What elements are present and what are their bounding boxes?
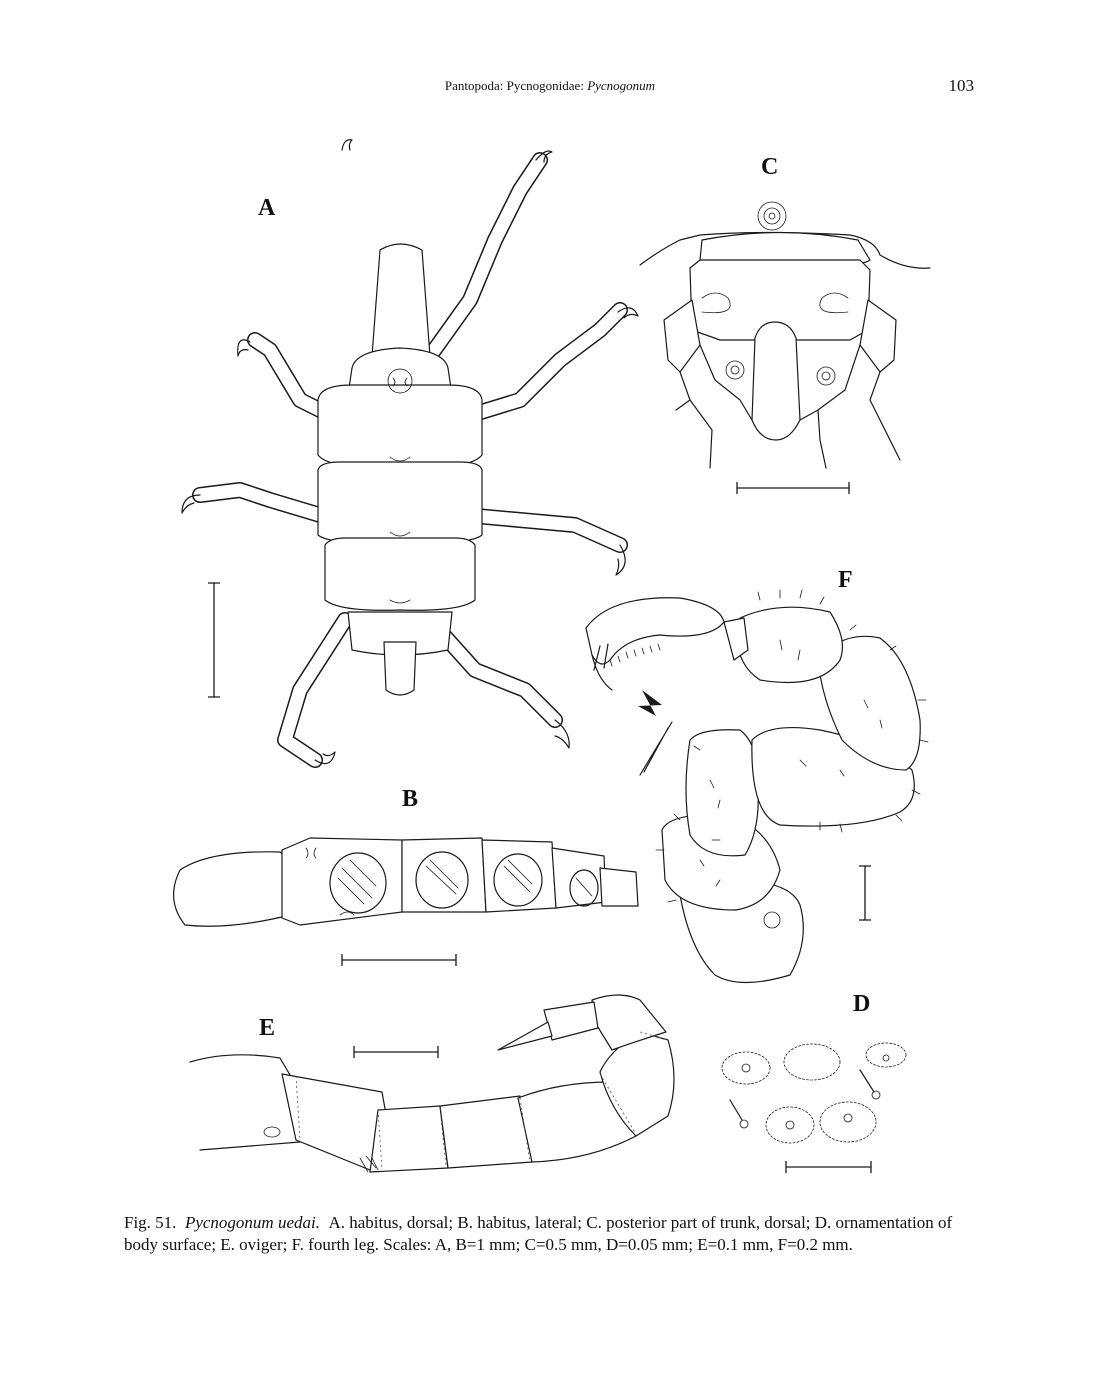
figure-caption	[124, 1212, 984, 1256]
panel-a-trunk-2	[318, 462, 482, 543]
panel-c-scale-bar	[737, 482, 849, 494]
panel-b-drawing	[174, 838, 638, 966]
panel-b-scale-bar	[342, 954, 456, 966]
caption-species: Pycnogonum uedai.	[184, 1213, 320, 1232]
panel-a-drawing	[182, 140, 638, 764]
caption-fig-number: Fig. 51.	[124, 1213, 177, 1232]
panel-a-trunk-3	[325, 538, 475, 610]
panel-c-drawing	[640, 202, 930, 494]
panel-f-drawing	[586, 590, 928, 983]
panel-a-abdomen	[384, 642, 416, 695]
panel-f-scale-bar	[859, 866, 871, 920]
panel-label-c: C	[761, 154, 779, 180]
panel-a-trunk-1	[318, 385, 482, 468]
running-title-genus: Pycnogonum	[587, 78, 656, 93]
panel-label-f: F	[838, 567, 853, 593]
panel-d-scale-bar	[786, 1161, 871, 1173]
panel-label-e: E	[259, 1015, 276, 1041]
running-title-text: Pantopoda: Pycnogonidae:	[444, 78, 588, 93]
caption-text: A. habitus, dorsal; B. habitus, lateral; C. posterior part of trunk, dorsal; D. ornamentation of body surface; E. oviger; F. fourth leg. Scales: A, B=1 mm; C=0.5 mm, D=0.05 mm; E=0.1 mm, F=0.2 mm.	[124, 1213, 953, 1254]
panel-a-proboscis	[372, 244, 430, 356]
page-number: 103	[948, 76, 974, 95]
panel-e-scale-bar	[354, 1046, 438, 1058]
panel-label-d: D	[853, 991, 871, 1017]
panel-d-drawing	[722, 1043, 906, 1173]
panel-a-scale-bar	[208, 583, 220, 697]
panel-label-a: A	[258, 195, 276, 221]
panel-label-b: B	[402, 786, 419, 812]
